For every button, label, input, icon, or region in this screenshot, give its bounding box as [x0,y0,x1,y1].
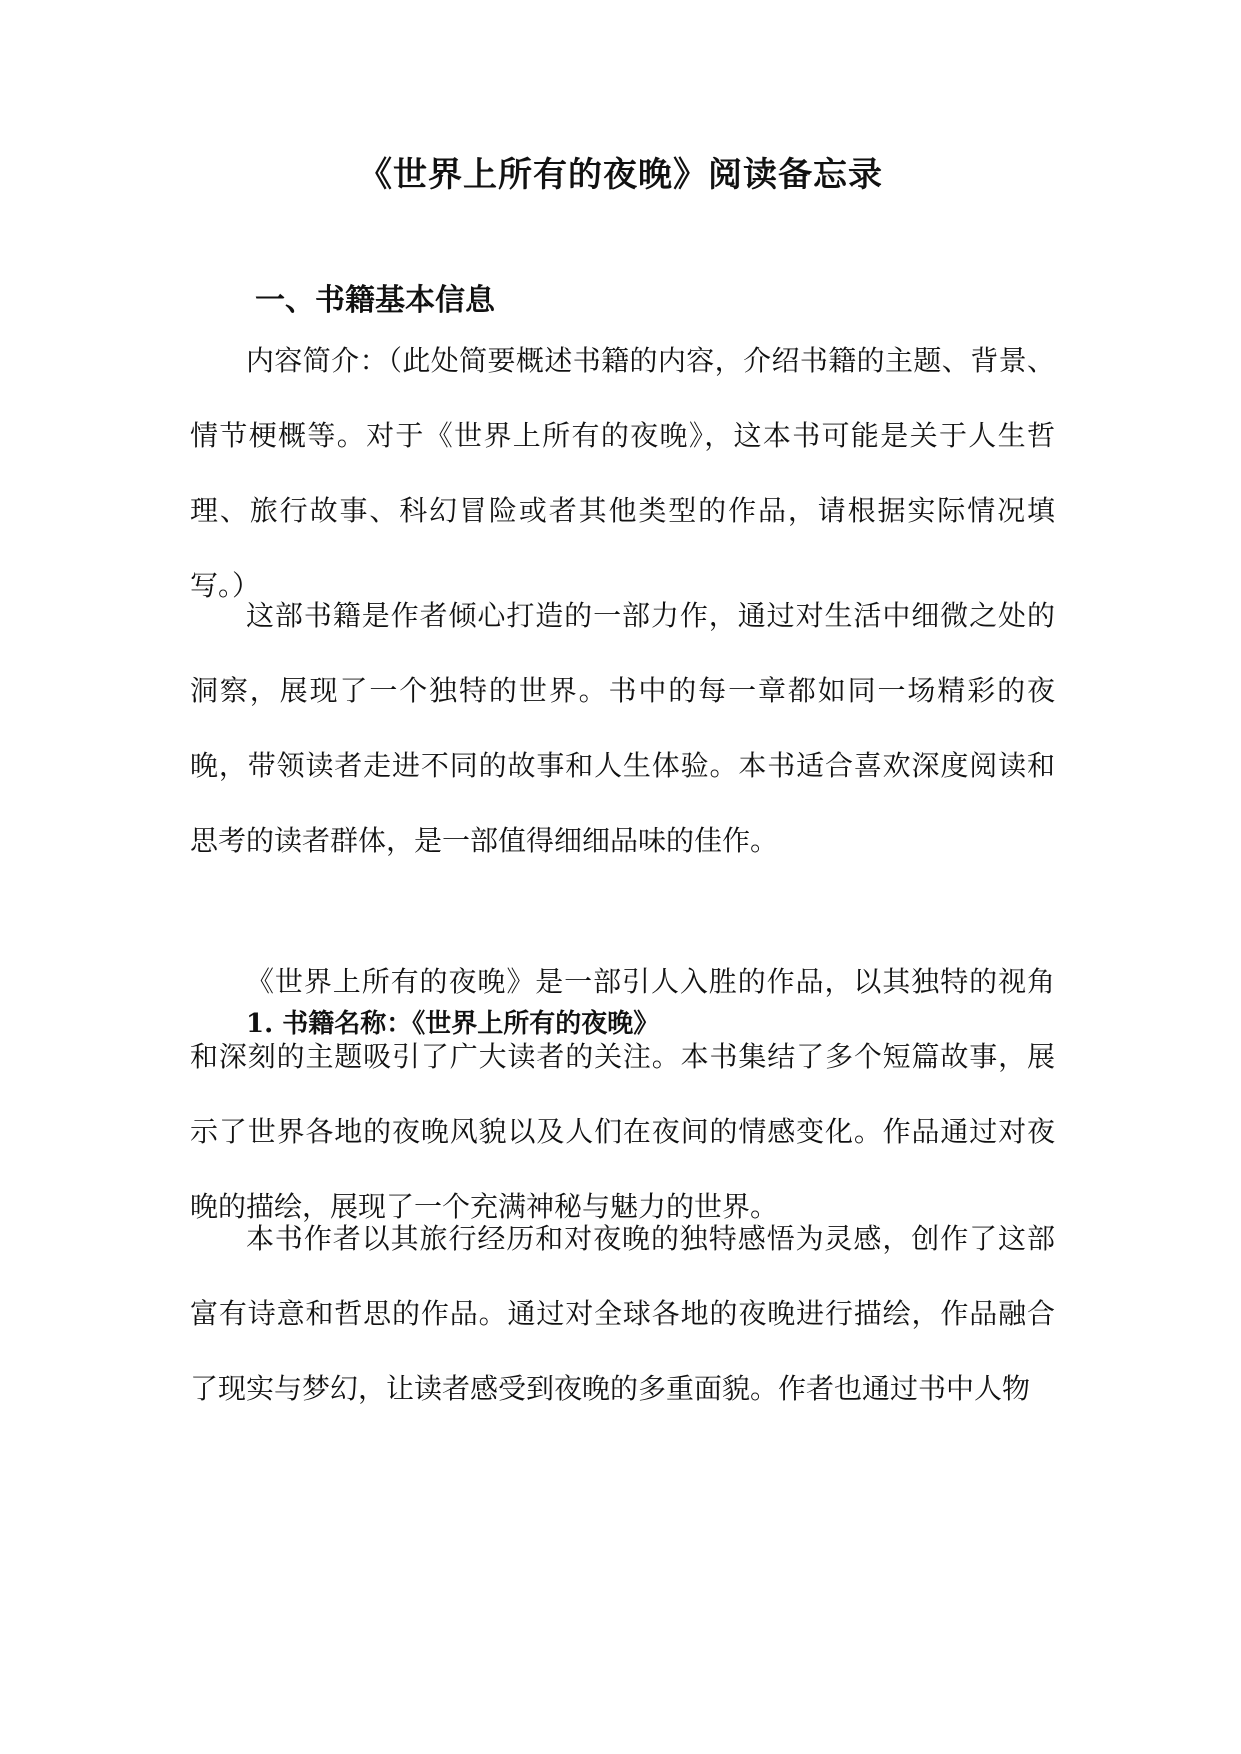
paragraph-content-summary: 内容简介：（此处简要概述书籍的内容，介绍书籍的主题、背景、情节梗概等。对于《世界上所有的夜晚》，这本书可能是关于人生哲理、旅行故事、科幻冒险或者其他类型的作品，请根据实际情况填写。） [190,344,1055,602]
document-title: 《世界上所有的夜晚》阅读备忘录 [358,155,883,195]
paragraph-book-overview: 这部书籍是作者倾心打造的一部力作，通过对生活中细微之处的洞察，展现了一个独特的世界。书中的每一章都如同一场精彩的夜晚，带领读者走进不同的故事和人生体验。本书适合喜欢深度阅读和思考的读者群体，是一部值得细细品味的佳作。 [190,599,1055,857]
paragraph-author-inspiration: 本书作者以其旅行经历和对夜晚的独特感悟为灵感，创作了这部富有诗意和哲思的作品。通过对全球各地的夜晚进行描绘，作品融合了现实与梦幻，让读者感受到夜晚的多重面貌。作者也通过书中人物 [190,1222,1055,1405]
section-heading-basic-info: 一、书籍基本信息 [255,283,495,318]
paragraph-book-intro: 《世界上所有的夜晚》是一部引人入胜的作品，以其独特的视角和深刻的主题吸引了广大读者的关注。本书集结了多个短篇故事，展示了世界各地的夜晚风貌以及人们在夜间的情感变化。作品通过对夜晚的描绘，展现了一个充满神秘与魅力的世界。 [190,965,1055,1223]
subsection-heading-book-name: 1. 书籍名称：《世界上所有的夜晚》 [246,1009,660,1039]
